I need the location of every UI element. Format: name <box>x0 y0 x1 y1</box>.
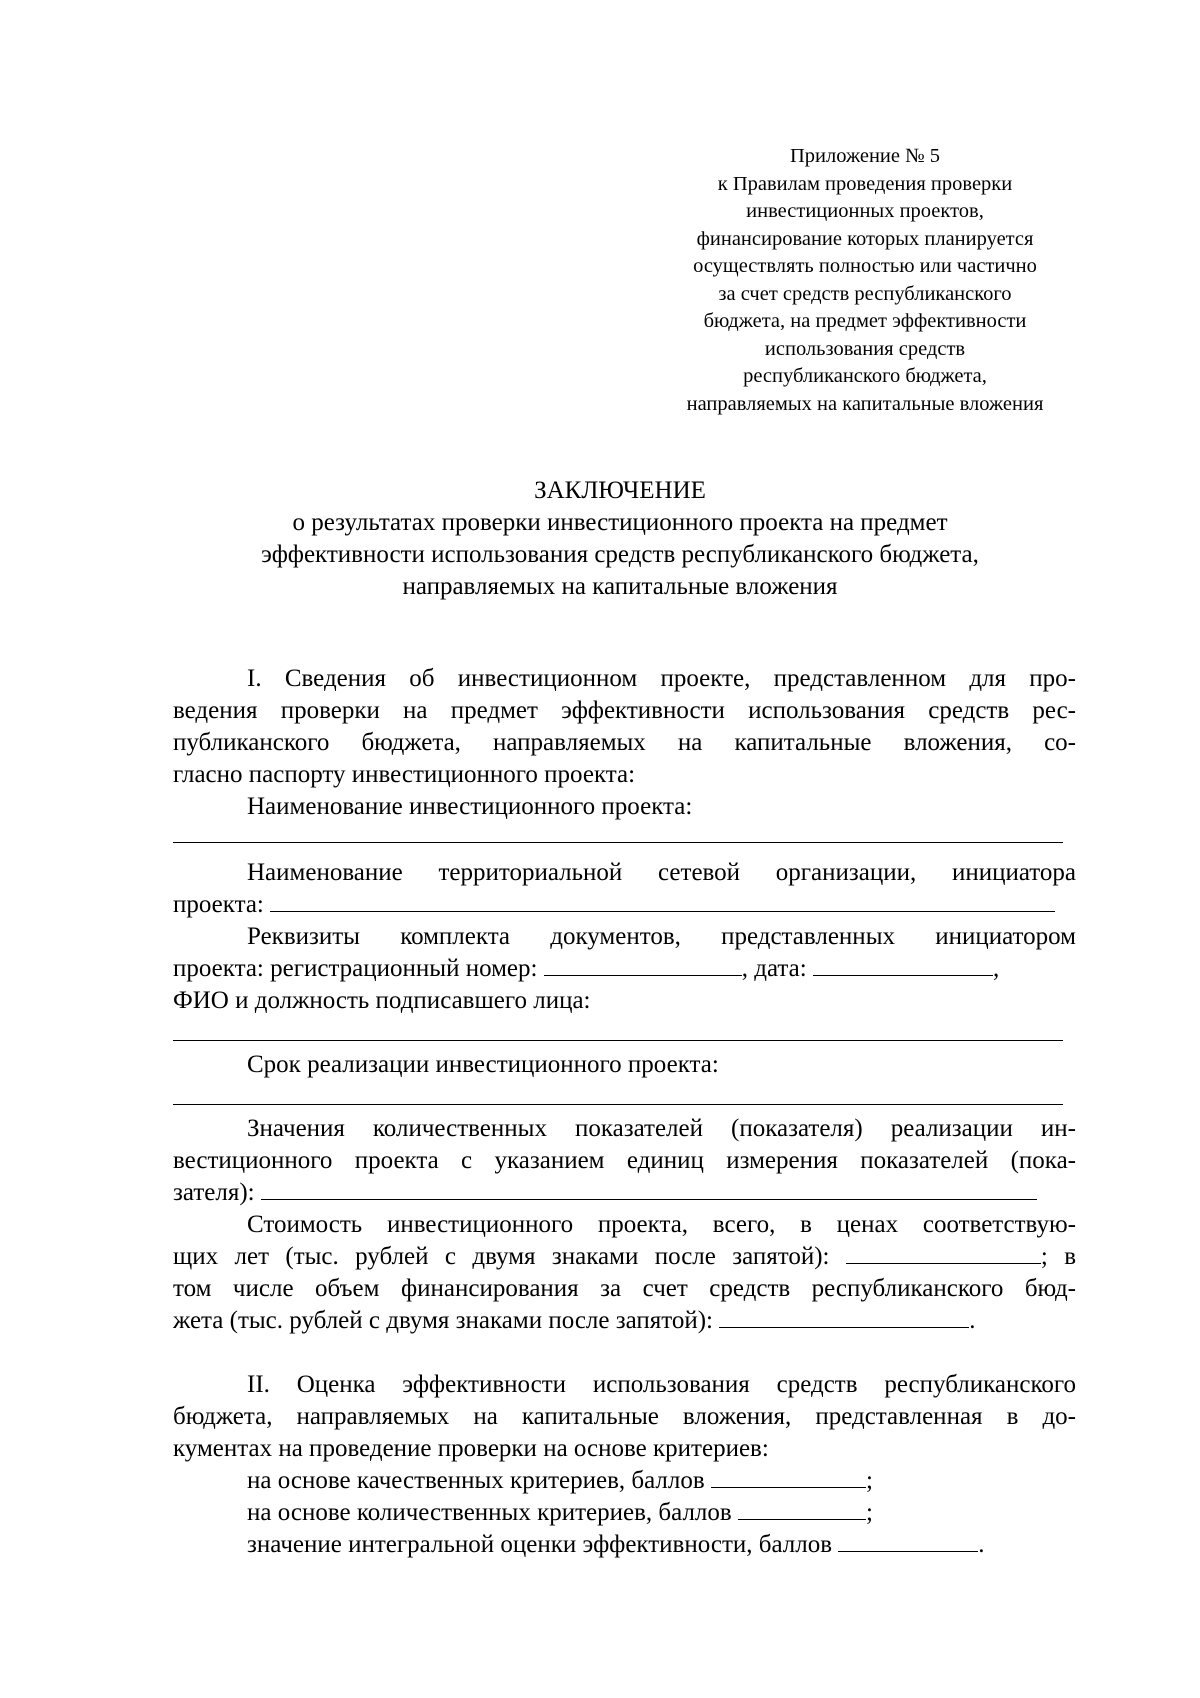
network-org-field-2[interactable] <box>700 889 1055 912</box>
appendix-line: к Правилам проведения проверки <box>717 172 1013 195</box>
term-block <box>173 1049 1076 1081</box>
text-line: I. Сведения об инвестиционном проекте, представленном для про- <box>247 665 1076 692</box>
network-org-block <box>173 857 1076 921</box>
text-line <box>173 1177 1076 1209</box>
network-org-label-cont: проекта: <box>173 891 264 918</box>
appendix-line: бюджета, на предмет эффективности <box>703 310 1027 332</box>
appendix-line: за счет средств республиканского <box>718 282 1012 305</box>
text-line: II. Оценка эффективности использования средств республиканского <box>247 1371 1076 1398</box>
indicators-label: зателя): <box>173 1179 255 1206</box>
project-name-field[interactable] <box>173 842 1063 843</box>
document-title <box>170 475 1070 603</box>
text-fragment: ; <box>865 1499 873 1526</box>
text-fragment: ; в <box>1040 1243 1077 1270</box>
indicators-field-2[interactable] <box>384 1177 1037 1200</box>
text-line <box>173 1529 1076 1561</box>
cost-total-label: щих лет (тыс. рублей с двумя знаками после запятой): <box>173 1243 830 1270</box>
text-line <box>173 1497 1076 1529</box>
quantitative-label: на основе количественных критериев, баллов <box>247 1499 732 1526</box>
term-label: Срок реализации инвестиционного проекта: <box>247 1051 719 1078</box>
title-subline: о результатах проверки инвестиционного проекта на предмет <box>292 509 948 536</box>
appendix-header <box>650 143 1080 418</box>
text-line: гласно паспорту инвестиционного проекта: <box>173 761 636 788</box>
text-line: ведения проверки на предмет эффективности использования средств рес- <box>173 697 1076 724</box>
text-line: кументах на проведение проверки на основе критериев: <box>173 1435 769 1462</box>
text-line: том числе объем финансирования за счет средств республиканского бюд- <box>173 1275 1076 1302</box>
reg-number-field[interactable] <box>544 953 742 976</box>
network-org-label: Наименование территориальной сетевой организации, инициатора <box>247 859 1076 886</box>
text-line <box>173 1305 1076 1337</box>
signer-field[interactable] <box>173 1040 1063 1041</box>
text-line <box>173 889 1076 921</box>
text-line: Стоимость инвестиционного проекта, всего, в ценах соответствую- <box>247 1211 1076 1238</box>
cost-total-field[interactable] <box>846 1241 1041 1264</box>
text-line: вестиционного проекта с указанием единиц измерения показателей (пока- <box>173 1147 1076 1174</box>
text-line <box>173 1465 1076 1497</box>
appendix-line: использования средств <box>764 337 966 360</box>
appendix-line: осуществлять полностью или частично <box>693 255 1037 277</box>
term-field[interactable] <box>173 1104 1063 1105</box>
text-line: бюджета, направляемых на капитальные вложения, представленная в до- <box>173 1403 1076 1430</box>
reg-number-label: проекта: регистрационный номер: <box>173 955 538 982</box>
text-fragment: . <box>969 1307 976 1334</box>
comma: , <box>992 955 1000 982</box>
requisites-block <box>173 921 1076 1017</box>
appendix-line: республиканского бюджета, <box>743 365 987 387</box>
appendix-line: финансирование которых планируется <box>696 227 1034 250</box>
text-line: Значения количественных показателей (показателя) реализации ин- <box>247 1115 1076 1142</box>
integral-label: значение интегральной оценки эффективности, баллов <box>247 1531 833 1558</box>
appendix-line: инвестиционных проектов, <box>746 200 984 222</box>
text-line <box>173 953 1076 985</box>
text-line: публиканского бюджета, направляемых на капитальные вложения, со- <box>173 729 1076 756</box>
quantitative-field[interactable] <box>738 1497 866 1520</box>
cost-budget-field-2[interactable] <box>804 1305 969 1328</box>
project-name-label: Наименование инвестиционного проекта: <box>247 793 693 820</box>
date-field[interactable] <box>813 953 993 976</box>
title-heading: ЗАКЛЮЧЕНИЕ <box>534 477 706 504</box>
section2-block <box>173 1369 1076 1561</box>
text-fragment: . <box>978 1531 985 1558</box>
qualitative-label: на основе качественных критериев, баллов <box>247 1467 705 1494</box>
signer-label: ФИО и должность подписавшего лица: <box>173 987 591 1014</box>
cost-block <box>173 1209 1076 1337</box>
integral-field[interactable] <box>838 1529 978 1552</box>
qualitative-field[interactable] <box>711 1465 866 1488</box>
appendix-line: Приложение № 5 <box>789 145 941 167</box>
title-subline: эффективности использования средств республиканского бюджета, <box>261 541 979 568</box>
text-fragment: ; <box>865 1467 873 1494</box>
date-label: , дата: <box>741 955 807 982</box>
appendix-line: направляемых на капитальные вложения <box>686 392 1044 415</box>
network-org-field[interactable] <box>270 889 700 912</box>
cost-budget-label: жета (тыс. рублей с двумя знаками после запятой): <box>173 1307 714 1334</box>
requisites-label: Реквизиты комплекта документов, представленных инициатором <box>247 923 1076 950</box>
cost-budget-field[interactable] <box>719 1305 804 1328</box>
text-line <box>173 1241 1076 1273</box>
section1-intro <box>173 663 1076 823</box>
indicators-field[interactable] <box>261 1177 384 1200</box>
indicators-block <box>173 1113 1076 1209</box>
title-subline: направляемых на капитальные вложения <box>402 573 838 600</box>
